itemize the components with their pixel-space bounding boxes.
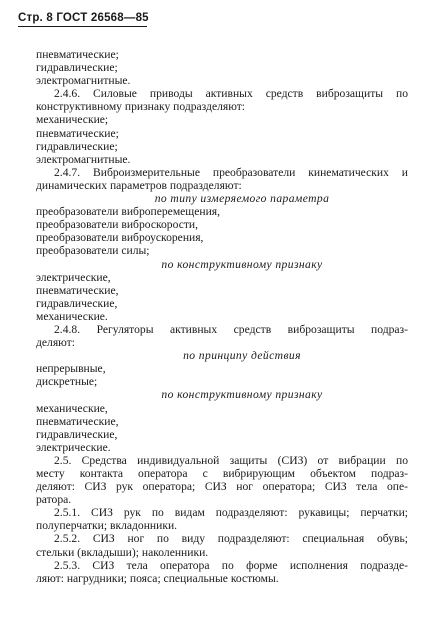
text-line: конструктивному признаку подразделяют: — [36, 100, 246, 114]
text-line: преобразователи силы; — [36, 244, 150, 258]
italic-subheading: по конструктивному признаку — [161, 388, 323, 402]
text-line: ратора. — [36, 493, 72, 507]
text-line: пневматические, — [36, 414, 119, 428]
text-line: электромагнитные. — [36, 152, 131, 166]
text-line: преобразователи виброскорости, — [36, 218, 199, 232]
text-line: электрические, — [36, 270, 111, 284]
text-line: механические. — [36, 309, 108, 323]
italic-subheading: по конструктивному признаку — [161, 257, 323, 271]
text-line: электромагнитные. — [36, 74, 131, 88]
paragraph-start-line: 2.5.1. СИЗ рук по видам подразделяют: рукавицы; перчатки; — [54, 506, 408, 520]
text-line: гидравлические; — [36, 61, 118, 75]
paragraph-start-line: 2.5.3. СИЗ тела оператора по форме исполнения подразде- — [54, 558, 408, 572]
text-line: дискретные; — [36, 375, 98, 389]
paragraph-start-line: 2.4.7. Виброизмерительные преобразователи кинематических и — [54, 165, 408, 179]
paragraph-start-line: 2.4.8. Регуляторы активных средств виброзащиты подраз- — [54, 322, 408, 336]
text-line: механические; — [36, 113, 109, 127]
text-line: электрические. — [36, 440, 111, 454]
paragraph-start-line: 2.5. Средства индивидуальной защиты (СИЗ) от вибрации по — [54, 453, 408, 467]
paragraph-line: деляют: СИЗ рук оператора; СИЗ ног оператора; СИЗ тела опе- — [36, 480, 408, 494]
text-line: деляют: — [36, 336, 75, 350]
text-line: гидравлические, — [36, 427, 118, 441]
document-body — [36, 48, 408, 585]
text-line: ляют: нагрудники; пояса; специальные костюмы. — [36, 571, 279, 585]
paragraph-line: месту контакта оператора с вибрирующим объектом подраз- — [36, 467, 408, 480]
text-line: гидравлические; — [36, 139, 118, 153]
text-line: гидравлические, — [36, 296, 118, 310]
italic-subheading: по принципу действия — [183, 349, 301, 363]
text-line: пневматические; — [36, 48, 119, 61]
text-line: стельки (вкладыши); наколенники. — [36, 545, 209, 559]
paragraph-start-line: 2.4.6. Силовые приводы активных средств виброзащиты по — [54, 87, 408, 101]
text-line: пневматические; — [36, 126, 119, 140]
header-text: Стр. 8 ГОСТ 26568—85 — [18, 12, 149, 24]
text-line: преобразователи виброускорения, — [36, 231, 204, 245]
page-header — [18, 12, 149, 27]
text-line: динамических параметров подразделяют: — [36, 178, 242, 192]
text-line: преобразователи виброперемещения, — [36, 205, 221, 219]
text-line: механические, — [36, 401, 108, 415]
italic-subheading: по типу измеряемого параметра — [154, 192, 330, 206]
text-line: пневматические, — [36, 283, 119, 297]
header-underline — [18, 26, 147, 27]
paragraph-start-line: 2.5.2. СИЗ ног по виду подразделяют: специальная обувь; — [54, 532, 408, 546]
text-line: непрерывные, — [36, 362, 106, 376]
text-line: полуперчатки; вкладонники. — [36, 519, 178, 533]
